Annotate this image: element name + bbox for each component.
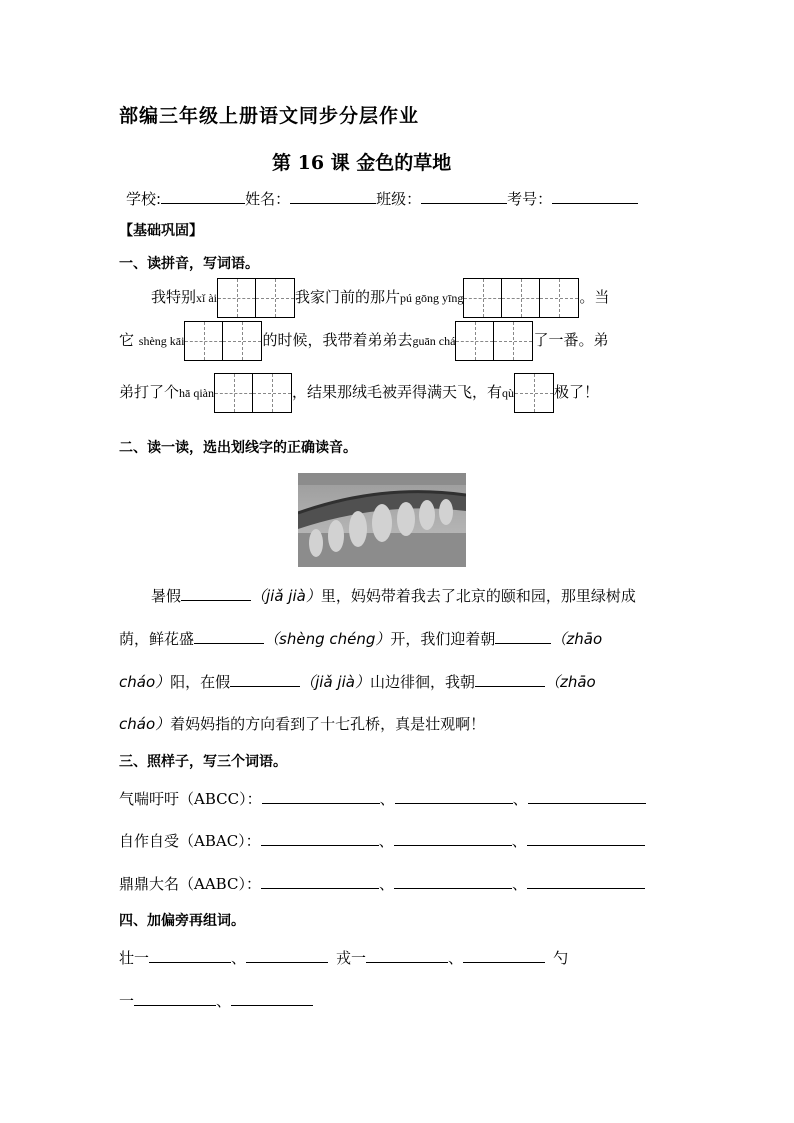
separator: 、 — [378, 832, 394, 850]
q2-text: 里，妈妈带着我去了北京的颐和园，那里绿树成 — [320, 587, 636, 605]
q1-text: ，结果那绒毛被弄得满天飞，有 — [292, 383, 503, 401]
pinyin-options: cháo） — [119, 715, 171, 733]
seventeen-arch-bridge-image — [298, 473, 466, 567]
q4-text: 勺 — [553, 949, 569, 967]
answer-blank[interactable] — [261, 874, 379, 889]
answer-blank[interactable] — [366, 948, 448, 963]
q2-text: 暑假 — [151, 587, 182, 605]
page-title: 部编三年级上册语文同步分层作业 — [119, 105, 420, 127]
answer-blank[interactable] — [394, 874, 512, 889]
q1-line-3 — [119, 373, 599, 413]
answer-blank[interactable] — [475, 672, 545, 687]
answer-blank[interactable] — [495, 629, 551, 644]
answer-blank[interactable] — [230, 672, 300, 687]
separator: 、 — [231, 949, 247, 967]
answer-blank[interactable] — [395, 789, 513, 804]
q2-para-3 — [119, 671, 596, 692]
lesson-title: 第 16 课 金色的草地 — [272, 152, 452, 174]
school-label: 学校: — [126, 190, 162, 208]
q2-para-1 — [151, 585, 636, 606]
char-grid-2[interactable] — [184, 321, 262, 361]
q3-pattern-label: 自作自受（ABAC）： — [119, 832, 261, 850]
q1-text: 弟打了个 — [119, 383, 180, 401]
section-basic: 【基础巩固】 — [119, 223, 203, 239]
separator: 、 — [511, 875, 527, 893]
separator: 、 — [378, 875, 394, 893]
q1-text: 了一番。弟 — [533, 331, 609, 349]
q3-row-1 — [119, 788, 646, 809]
q4-text: 一 — [119, 992, 135, 1010]
char-grid-2[interactable] — [455, 321, 533, 361]
q4-text: 戎一 — [336, 949, 367, 967]
char-grid-2[interactable] — [217, 278, 295, 318]
q2-text: 荫，鲜花盛 — [119, 630, 195, 648]
q4-text: 壮一 — [119, 949, 150, 967]
q1-line-1 — [151, 278, 609, 318]
exam-no-label: 考号： — [507, 190, 553, 208]
q1-text: 它 — [119, 331, 135, 349]
pinyin-options: cháo） — [119, 673, 171, 691]
answer-blank[interactable] — [181, 586, 251, 601]
class-field[interactable] — [421, 189, 507, 204]
school-field[interactable] — [161, 189, 245, 204]
pinyin: hā qiàn — [179, 386, 215, 400]
exam-no-field[interactable] — [552, 189, 638, 204]
answer-blank[interactable] — [246, 948, 328, 963]
name-label: 姓名： — [245, 190, 291, 208]
q1-text: 我家门前的那片 — [295, 288, 401, 306]
q2-text: 山边徘徊，我朝 — [369, 673, 475, 691]
q2-text: 开，我们迎着朝 — [390, 630, 496, 648]
q2-para-2 — [119, 628, 602, 649]
pinyin-options: （zhāo — [544, 673, 596, 691]
pinyin-options: （jiǎ jià） — [251, 587, 321, 605]
pinyin: xǐ ài — [196, 291, 218, 305]
answer-blank[interactable] — [463, 948, 545, 963]
q2-text: 着妈妈指的方向看到了十七孔桥，真是壮观啊！ — [170, 715, 486, 733]
q3-title: 三、照样子，写三个词语。 — [119, 754, 287, 770]
answer-blank[interactable] — [194, 629, 264, 644]
q1-text: 。当 — [579, 288, 610, 306]
separator: 、 — [511, 832, 527, 850]
q1-title: 一、读拼音，写词语。 — [119, 256, 259, 272]
separator: 、 — [379, 790, 395, 808]
pinyin: shèng kāi — [138, 334, 185, 348]
q4-line-2 — [119, 990, 313, 1011]
q3-row-2 — [119, 830, 645, 851]
char-grid-3[interactable] — [463, 278, 579, 318]
student-info-row — [126, 188, 638, 209]
q3-pattern-label: 鼎鼎大名（AABC）： — [119, 875, 261, 893]
pinyin: guān chá — [412, 334, 456, 348]
name-field[interactable] — [290, 189, 376, 204]
q1-text: 的时候，我带着弟弟去 — [262, 331, 413, 349]
q2-para-4 — [119, 713, 485, 734]
answer-blank[interactable] — [134, 991, 216, 1006]
separator: 、 — [216, 992, 232, 1010]
separator: 、 — [512, 790, 528, 808]
q2-title: 二、读一读，选出划线字的正确读音。 — [119, 440, 357, 456]
answer-blank[interactable] — [528, 789, 646, 804]
q1-line-2 — [119, 321, 608, 361]
separator: 、 — [448, 949, 464, 967]
pinyin-options: （zhāo — [551, 630, 603, 648]
class-label: 班级： — [376, 190, 422, 208]
q1-text: 我特别 — [151, 288, 197, 306]
pinyin: pú gōng yīng — [400, 291, 464, 305]
pinyin-options: （jiǎ jià） — [300, 673, 370, 691]
q4-title: 四、加偏旁再组词。 — [119, 913, 245, 929]
answer-blank[interactable] — [394, 831, 512, 846]
answer-blank[interactable] — [262, 789, 380, 804]
bridge-photo — [298, 473, 466, 567]
answer-blank[interactable] — [231, 991, 313, 1006]
char-grid-2[interactable] — [214, 373, 292, 413]
q1-text: 极了！ — [554, 383, 600, 401]
answer-blank[interactable] — [261, 831, 379, 846]
char-grid-1[interactable] — [514, 373, 554, 413]
q3-pattern-label: 气喘吁吁（ABCC）： — [119, 790, 262, 808]
q4-line-1 — [119, 947, 568, 968]
q2-text: 阳，在假 — [170, 673, 231, 691]
pinyin: qù — [502, 386, 515, 400]
answer-blank[interactable] — [149, 948, 231, 963]
answer-blank[interactable] — [527, 831, 645, 846]
q3-row-3 — [119, 873, 645, 894]
pinyin-options: （shèng chéng） — [264, 630, 391, 648]
answer-blank[interactable] — [527, 874, 645, 889]
